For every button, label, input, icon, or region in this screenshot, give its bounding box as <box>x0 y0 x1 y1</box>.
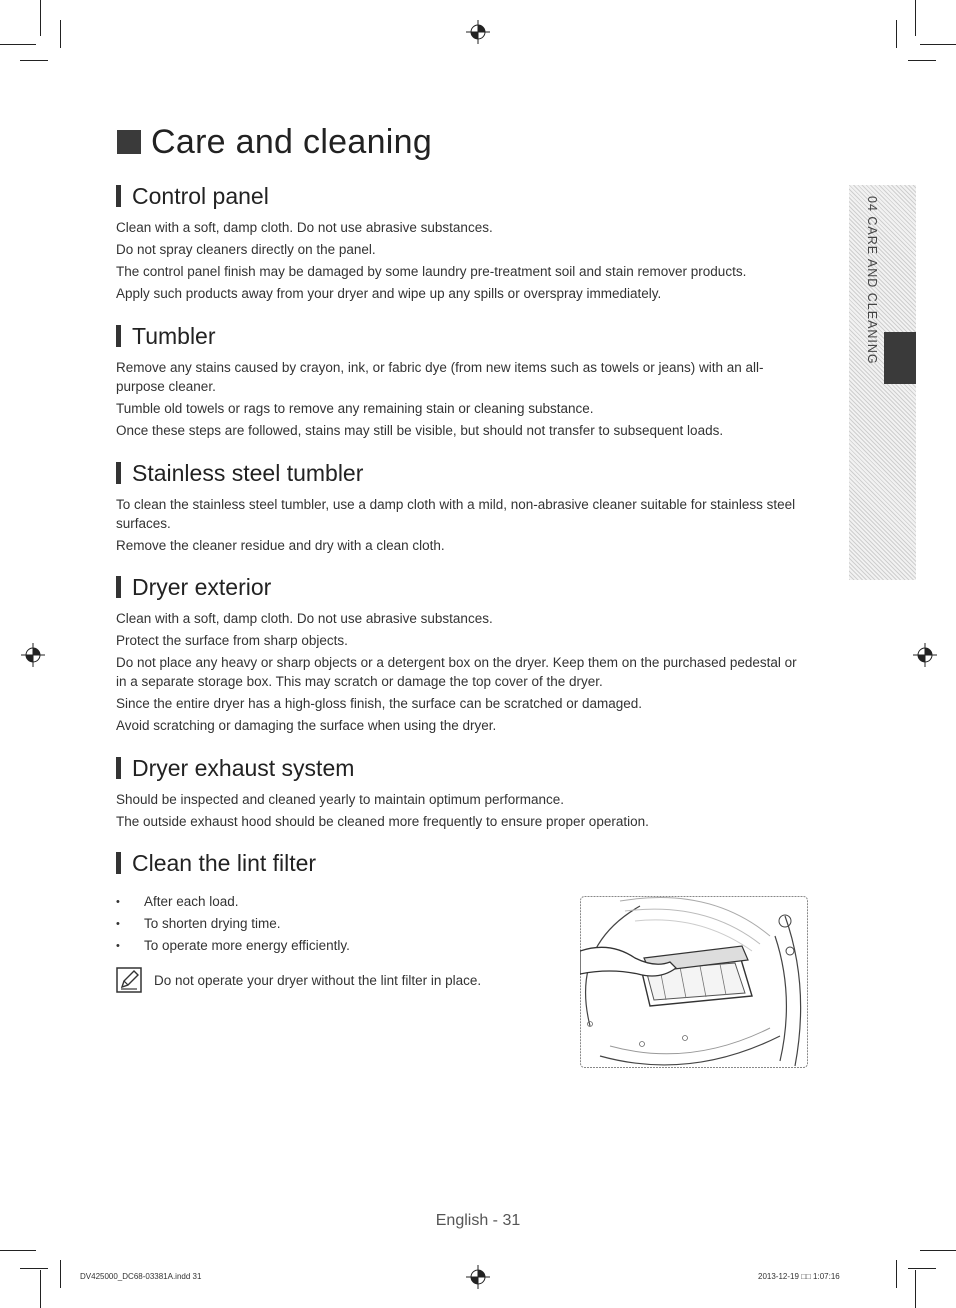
page-number: English - 31 <box>435 1212 521 1229</box>
section-dryer-exterior <box>116 573 810 738</box>
section-dryer-exhaust-system <box>116 754 810 834</box>
paragraph: Tumble old towels or rags to remove any remaining stain or cleaning substance. <box>116 401 594 416</box>
section-tumbler <box>116 322 810 443</box>
paragraph: Apply such products away from your dryer and wipe up any spills or overspray immediately. <box>116 286 662 301</box>
list-item: • To shorten drying time. <box>116 913 556 935</box>
crop-mark <box>915 1270 916 1308</box>
paragraph: The control panel finish may be damaged by some laundry pre-treatment soil and stain remover products. <box>116 264 747 279</box>
crop-mark <box>915 0 916 36</box>
registration-mark-icon <box>913 643 937 667</box>
note <box>116 967 556 993</box>
crop-mark <box>60 1260 61 1288</box>
paragraph: Protect the surface from sharp objects. <box>116 633 348 648</box>
paragraph: Do not place any heavy or sharp objects or a detergent box on the dryer. Keep them on the purchased pedestal or in a separate storage box. This may scratch or damage the top cover of the dryer. <box>116 655 797 689</box>
crop-mark <box>20 60 48 61</box>
section-heading <box>116 322 810 350</box>
page-title <box>117 122 432 162</box>
lint-filter-illustration <box>580 896 808 1068</box>
paragraph: Clean with a soft, damp cloth. Do not use abrasive substances. <box>116 611 493 626</box>
crop-mark <box>920 1250 956 1251</box>
section-title: Dryer exterior <box>132 573 272 600</box>
print-slug-filename: DV425000_DC68-03381A.indd 31 <box>80 1272 202 1281</box>
section-title: Tumbler <box>132 322 216 349</box>
section-heading <box>116 849 556 877</box>
heading-bar <box>116 757 121 779</box>
registration-mark-icon <box>466 1265 490 1289</box>
title-square-icon <box>117 130 141 154</box>
section-stainless-steel-tumbler <box>116 459 810 558</box>
crop-mark <box>896 20 897 48</box>
section-heading <box>116 573 810 601</box>
paragraph: Clean with a soft, damp cloth. Do not use abrasive substances. <box>116 220 493 235</box>
chapter-tab-label: 04 CARE AND CLEANING <box>865 196 879 365</box>
crop-mark <box>60 20 61 48</box>
paragraph: To clean the stainless steel tumbler, use a damp cloth with a mild, non-abrasive cleaner suitable for stainless steel surfaces. <box>116 497 796 531</box>
page-title-text: Care and cleaning <box>151 122 433 161</box>
section-control-panel <box>116 182 810 306</box>
section-heading <box>116 182 810 210</box>
section-title: Clean the lint filter <box>132 849 317 876</box>
heading-bar <box>116 325 121 347</box>
crop-mark <box>908 1268 936 1269</box>
bullet-list <box>116 891 556 957</box>
section-lint-filter <box>116 849 556 993</box>
section-heading <box>116 754 810 782</box>
paragraph: Should be inspected and cleaned yearly to maintain optimum performance. <box>116 792 565 807</box>
note-text: Do not operate your dryer without the lint filter in place. <box>154 972 482 988</box>
section-title: Stainless steel tumbler <box>132 459 364 486</box>
crop-mark <box>0 1250 36 1251</box>
crop-mark <box>908 60 936 61</box>
paragraph: Once these steps are followed, stains may still be visible, but should not transfer to subsequent loads. <box>116 423 724 438</box>
crop-mark <box>920 44 956 45</box>
registration-mark-icon <box>21 643 45 667</box>
registration-mark-icon <box>466 20 490 44</box>
crop-mark <box>40 1270 41 1308</box>
paragraph: The outside exhaust hood should be cleaned more frequently to ensure proper operation. <box>116 814 649 829</box>
crop-mark <box>896 1260 897 1288</box>
section-heading <box>116 459 810 487</box>
print-slug-timestamp: 2013-12-19 □□ 1:07:16 <box>758 1272 840 1281</box>
heading-bar <box>116 462 121 484</box>
heading-bar <box>116 576 121 598</box>
crop-mark <box>20 1268 48 1269</box>
section-title: Control panel <box>132 182 269 209</box>
paragraph: Remove the cleaner residue and dry with a clean cloth. <box>116 538 445 553</box>
chapter-tab-marker <box>884 332 916 384</box>
paragraph: Do not spray cleaners directly on the panel. <box>116 242 376 257</box>
list-item: • After each load. <box>116 891 556 913</box>
paragraph: Since the entire dryer has a high-gloss finish, the surface can be scratched or damaged. <box>116 696 643 711</box>
heading-bar <box>116 185 121 207</box>
crop-mark <box>40 0 41 36</box>
list-item: • To operate more energy efficiently. <box>116 935 556 957</box>
section-title: Dryer exhaust system <box>132 754 355 781</box>
paragraph: Remove any stains caused by crayon, ink, or fabric dye (from new items such as towels or jeans) with an all-purpose cleaner. <box>116 360 764 394</box>
crop-mark <box>0 44 36 45</box>
heading-bar <box>116 852 121 874</box>
paragraph: Avoid scratching or damaging the surface when using the dryer. <box>116 718 497 733</box>
note-pencil-icon <box>116 967 142 993</box>
